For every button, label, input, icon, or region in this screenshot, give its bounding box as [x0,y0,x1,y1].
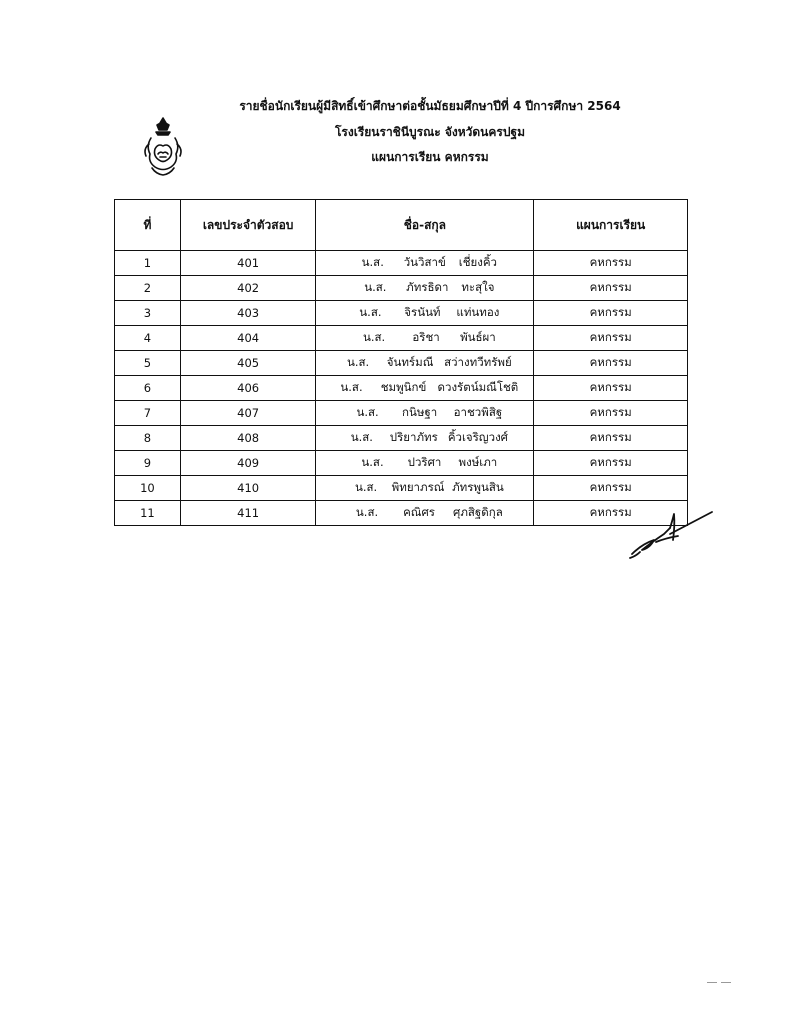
document-title: รายชื่อนักเรียนผู้มีสิทธิ์เข้าศึกษาต่อชั้นมัธยมศึกษาปีที่ 4 ปีการศึกษา 2564 [239,99,621,113]
row-no: 5 [115,351,181,376]
table-row [115,476,688,501]
row-exam-id: 407 [180,401,316,426]
row-full-name [316,426,534,451]
table-row [115,351,688,376]
row-exam-id: 402 [180,276,316,301]
row-exam-id: 406 [180,376,316,401]
row-program: คหกรรม [534,326,688,351]
name-prefix: น.ส. [361,255,384,269]
name-prefix: น.ส. [350,430,373,444]
row-full-name [316,326,534,351]
row-exam-id: 410 [180,476,316,501]
row-exam-id: 403 [180,301,316,326]
row-program: คหกรรม [534,276,688,301]
row-no: 3 [115,301,181,326]
last-name: คิ้วเจริญวงศ์ [447,430,508,444]
table-header-row [115,200,688,251]
table-row [115,276,688,301]
row-full-name [316,251,534,276]
row-exam-id: 409 [180,451,316,476]
name-prefix: น.ส. [361,455,384,469]
row-exam-id: 408 [180,426,316,451]
row-program: คหกรรม [534,401,688,426]
row-exam-id: 401 [180,251,316,276]
first-name: วันวิสาข์ [403,255,446,269]
row-full-name [316,376,534,401]
study-program-title: แผนการเรียน คหกรรม [371,150,489,164]
name-prefix: น.ส. [340,380,363,394]
table-row [115,501,688,526]
first-name: จันทร์มณี [386,355,434,369]
name-prefix: น.ส. [346,355,370,369]
row-program: คหกรรม [534,251,688,276]
row-full-name [316,501,534,526]
first-name: จิรนันท์ [404,305,441,319]
row-program: คหกรรม [534,351,688,376]
row-full-name [316,476,534,501]
row-no: 7 [115,401,181,426]
first-name: กนิษฐา [402,405,438,419]
row-no: 6 [115,376,181,401]
first-name: อริชา [412,330,440,344]
row-no: 10 [115,476,181,501]
row-program: คหกรรม [534,476,688,501]
row-exam-id: 411 [180,501,316,526]
header-program: แผนการเรียน [534,200,688,251]
header-full-name: ชื่อ-สกุล [316,200,534,251]
last-name: พันธ์ผา [460,330,496,344]
row-program: คหกรรม [534,376,688,401]
table-row [115,301,688,326]
school-crest-icon [140,116,186,178]
header-exam-id: เลขประจำตัวสอบ [180,200,316,251]
row-program: คหกรรม [534,451,688,476]
table-row [115,251,688,276]
scan-mark [706,981,732,984]
name-prefix: น.ส. [354,480,378,494]
name-prefix: น.ส. [362,330,386,344]
first-name: ปวริศา [407,455,442,469]
table-row [115,376,688,401]
last-name: ภัทรพูนสิน [452,480,504,494]
first-name: ภัทรธิดา [406,280,449,294]
name-prefix: น.ส. [364,280,387,294]
row-exam-id: 405 [180,351,316,376]
last-name: ทะสุใจ [461,280,495,294]
name-prefix: น.ส. [359,305,382,319]
last-name: แท่นทอง [456,305,500,319]
row-no: 4 [115,326,181,351]
row-program: คหกรรม [534,426,688,451]
first-name: ปริยาภัทร [389,430,438,444]
table-row [115,326,688,351]
student-list-table [114,199,688,526]
row-full-name [316,351,534,376]
header-no: ที่ [115,200,181,251]
last-name: พงษ์เภา [458,455,498,469]
row-no: 2 [115,276,181,301]
signature-mark [626,504,718,562]
name-prefix: น.ส. [355,505,379,519]
row-no: 1 [115,251,181,276]
row-program: คหกรรม [534,501,688,526]
last-name: สว่างทวีทรัพย์ [444,355,512,369]
school-name: โรงเรียนราชินีบูรณะ จังหวัดนครปฐม [334,125,526,139]
table-row [115,426,688,451]
last-name: เชี่ยงคิ้ว [458,255,498,269]
table-row [115,451,688,476]
row-no: 11 [115,501,181,526]
last-name: ศุภสิฐดิกุล [453,505,503,519]
last-name: ดวงรัตน์มณีโชติ [437,380,519,394]
name-prefix: น.ส. [356,405,379,419]
row-full-name [316,301,534,326]
row-full-name [316,276,534,301]
last-name: อาชวพิสิฐ [453,405,503,419]
table-row [115,401,688,426]
row-exam-id: 404 [180,326,316,351]
first-name: พิทยาภรณ์ [391,480,445,494]
row-no: 9 [115,451,181,476]
first-name: คณิศร [403,505,435,519]
row-program: คหกรรม [534,301,688,326]
row-no: 8 [115,426,181,451]
first-name: ชมพูนิกข์ [380,380,427,394]
row-full-name [316,451,534,476]
row-full-name [316,401,534,426]
